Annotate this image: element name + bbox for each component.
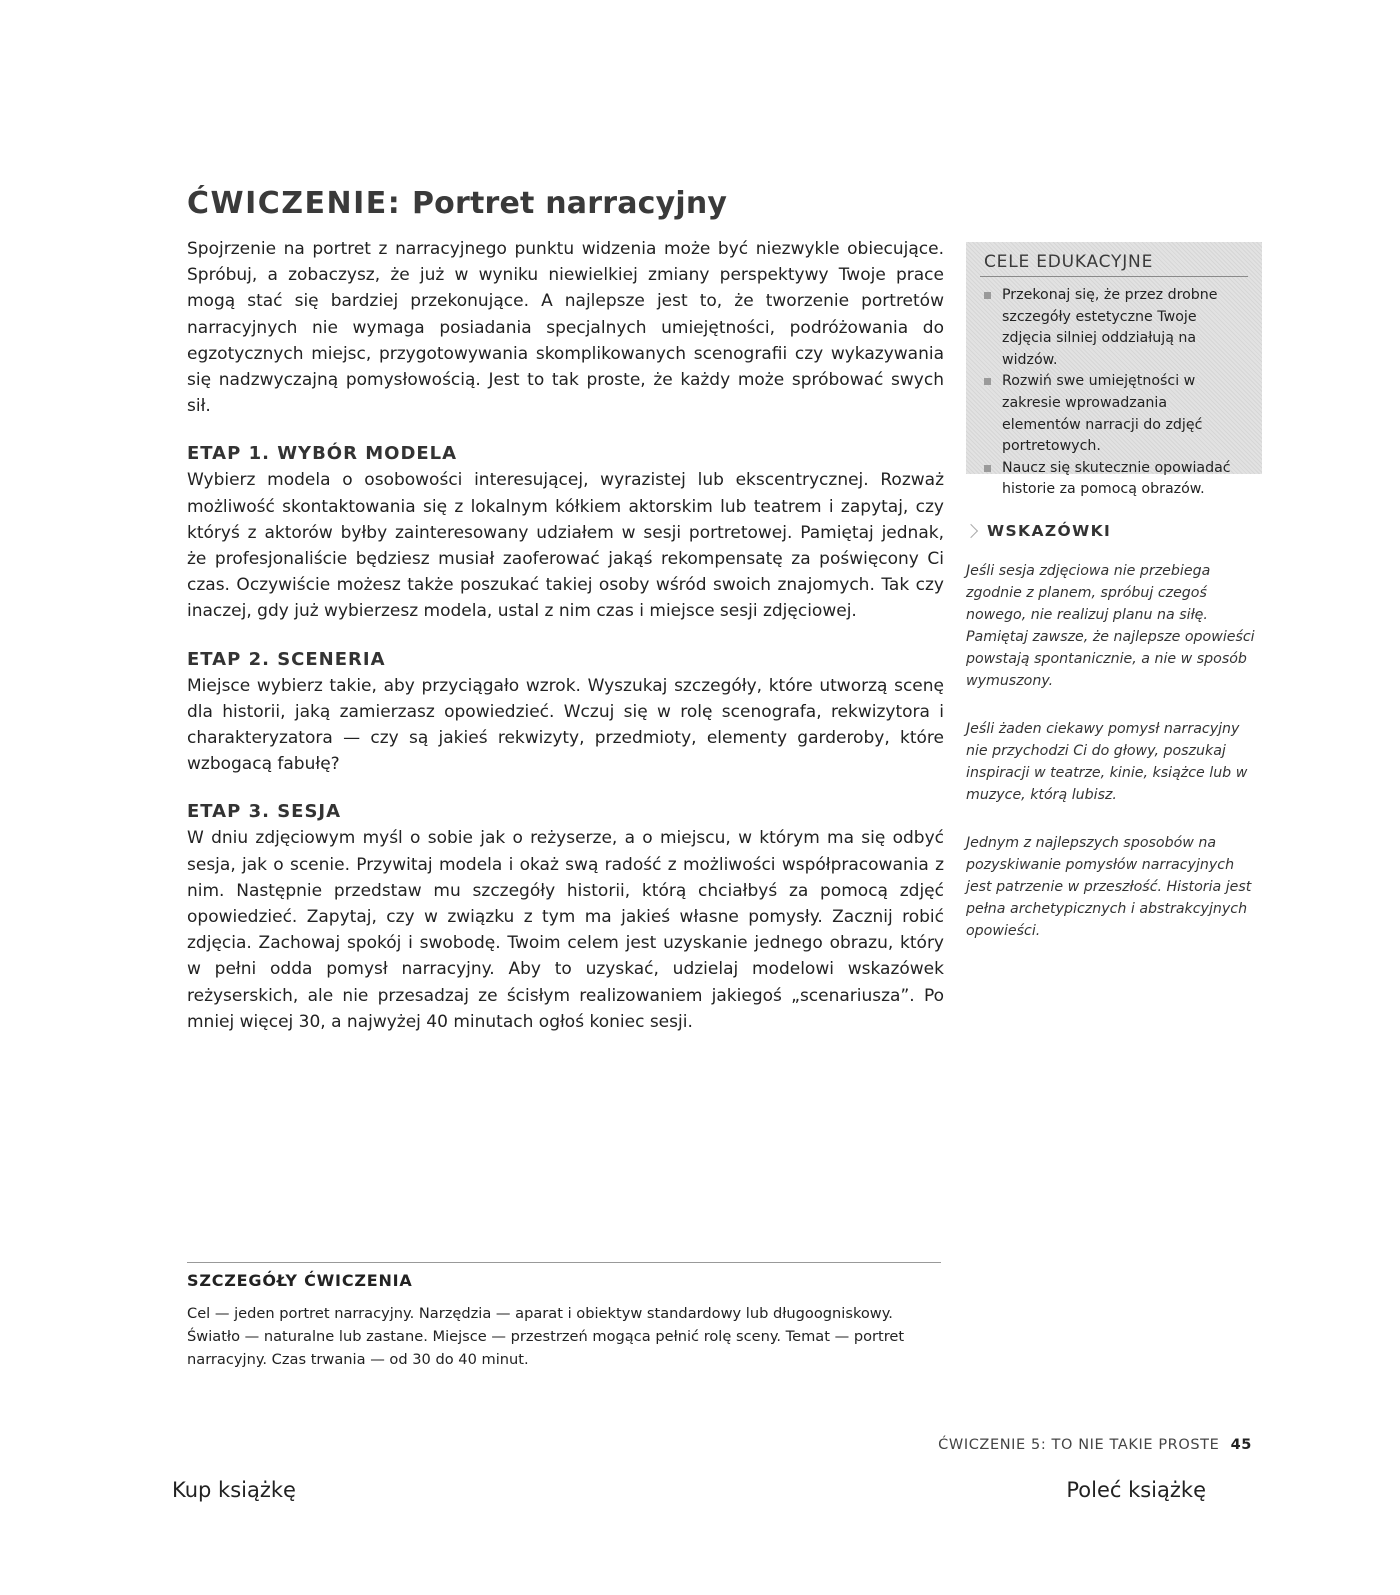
chevron-right-icon: [964, 524, 978, 538]
recommend-book-link[interactable]: Poleć książkę: [1066, 1478, 1206, 1502]
main-column: [187, 236, 944, 1035]
goal-item: [980, 371, 1248, 457]
page-title: [187, 186, 727, 221]
buy-book-link[interactable]: Kup książkę: [172, 1478, 296, 1502]
tip-item: Jednym z najlepszych sposobów na pozyskiwanie pomysłów narracyjnych jest patrzenie w przeszłość. Historia jest pełna archetypicznych i abstrakcyjnych opowieści.: [966, 835, 1252, 939]
square-bullet-icon: [984, 465, 991, 472]
stage-2-heading: ETAP 2. SCENERIA: [187, 648, 386, 670]
tips-heading-label: WSKAZÓWKI: [987, 522, 1112, 540]
square-bullet-icon: [984, 292, 991, 299]
stage-3-text: W dniu zdjęciowym myśl o sobie jak o reżyserze, a o miejscu, w którym ma się odbyć sesja, jak o scenie. Przywitaj modela i okaż swą radość z możliwości współpracowania z nim. Następnie przedstaw mu szczegóły historii, którą chciałbyś za pomocą zdjęć opowiedzieć. Zapytaj, czy w związku z tym ma jakieś własne pomysły. Zacznij robić zdjęcia. Zachowaj spokój i swobodę. Twoim celem jest uzyskanie jednego obrazu, który w pełni odda pomysł narracyjny. Aby to uzyskać, udzielaj modelowi wskazówek reżyserskich, ale nie przesadzaj ze ścisłym realizowaniem jakiegoś „scenariusza”. Po mniej więcej 30, a najwyżej 40 minutach ogłoś koniec sesji.: [187, 828, 944, 1032]
details-divider: [187, 1262, 941, 1263]
goal-item: [980, 458, 1248, 501]
tip-item: Jeśli sesja zdjęciowa nie przebiega zgodnie z planem, spróbuj czegoś nowego, nie realizuj planu na siłę. Pamiętaj zawsze, że najlepsze opowieści powstają spontanicznie, a nie w sposób wymuszony.: [966, 563, 1255, 689]
square-bullet-icon: [984, 378, 991, 385]
running-footer: [938, 1437, 1252, 1453]
goals-title: CELE EDUKACYJNE: [980, 252, 1248, 277]
stage-2-text: Miejsce wybierz takie, aby przyciągało wzrok. Wyszukaj szczegóły, które utworzą scenę dla historii, jaką zamierzasz opowiedzieć. Wczuj się w rolę scenografa, rekwizytora i charakteryzatora — czy są jakieś rekwizyty, przedmioty, elementy garderoby, które wzbogacą fabułę?: [187, 675, 944, 775]
details-text: Cel — jeden portret narracyjny. Narzędzia — aparat i obiektyw standardowy lub długoogniskowy. Światło — naturalne lub zastane. Miejsce — przestrzeń mogąca pełnić rolę sceny. Temat — portret narracyjny. Czas trwania — od 30 do 40 minut.: [187, 1305, 905, 1368]
tip-item: Jeśli żaden ciekawy pomysł narracyjny nie przychodzi Ci do głowy, poszukaj inspiracji w teatrze, kinie, książce lub w muzyce, którą lubisz.: [966, 721, 1248, 803]
stage-1-text: Wybierz modela o osobowości interesującej, wyrazistej lub ekscentrycznej. Rozważ możliwość skontaktowania się z lokalnym kółkiem aktorskim lub teatrem i zapytaj, czy któryś z aktorów byłby zainteresowany udziałem w sesji portretowej. Pamiętaj jednak, że profesjonaliście będziesz musiał zaoferować jakąś rekompensatę za poświęcony Ci czas. Oczywiście możesz także poszukać takiej osoby wśród swoich znajomych. Tak czy inaczej, gdy już wybierzesz modela, ustal z nim czas i miejsce sesji zdjęciowej.: [187, 470, 944, 622]
learning-goals-box: [966, 242, 1262, 498]
goal-item: [980, 285, 1248, 371]
running-head: ĆWICZENIE 5: TO NIE TAKIE PROSTE: [938, 1437, 1220, 1453]
details-heading: SZCZEGÓŁY ĆWICZENIA: [187, 1271, 413, 1290]
intro-paragraph: Spojrzenie na portret z narracyjnego punktu widzenia może być niezwykle obiecujące. Spróbuj, a zobaczysz, że już w wyniku niewielkiej zmiany perspektywy Twoje prace mogą stać się bardziej przekonujące. A najlepsze jest to, że tworzenie portretów narracyjnych nie wymaga posiadania specjalnych umiejętności, podróżowania do egzotycznych miejsc, przygotowywania skomplikowanych scenografii czy wykazywania się nadzwyczajną pomysłowością. Jest to tak proste, że każdy może spróbować swych sił.: [187, 239, 944, 417]
stage-1-heading: ETAP 1. WYBÓR MODELA: [187, 443, 458, 465]
title-main: Portret narracyjny: [411, 186, 728, 221]
goals-list: [980, 285, 1248, 501]
title-prefix: ĆWICZENIE:: [187, 186, 402, 221]
goal-text: Przekonaj się, że przez drobne szczegóły estetyczne Twoje zdjęcia silniej oddziałują na widzów.: [1002, 287, 1218, 368]
goal-text: Naucz się skutecznie opowiadać historie za pomocą obrazów.: [1002, 459, 1231, 498]
page-number: 45: [1230, 1437, 1252, 1453]
stage-3-heading: ETAP 3. SESJA: [187, 801, 342, 823]
goal-text: Rozwiń swe umiejętności w zakresie wprowadzania elementów narracji do zdjęć portretowych.: [1002, 373, 1203, 455]
tips-column: [966, 560, 1258, 968]
tips-heading: [966, 522, 1111, 540]
